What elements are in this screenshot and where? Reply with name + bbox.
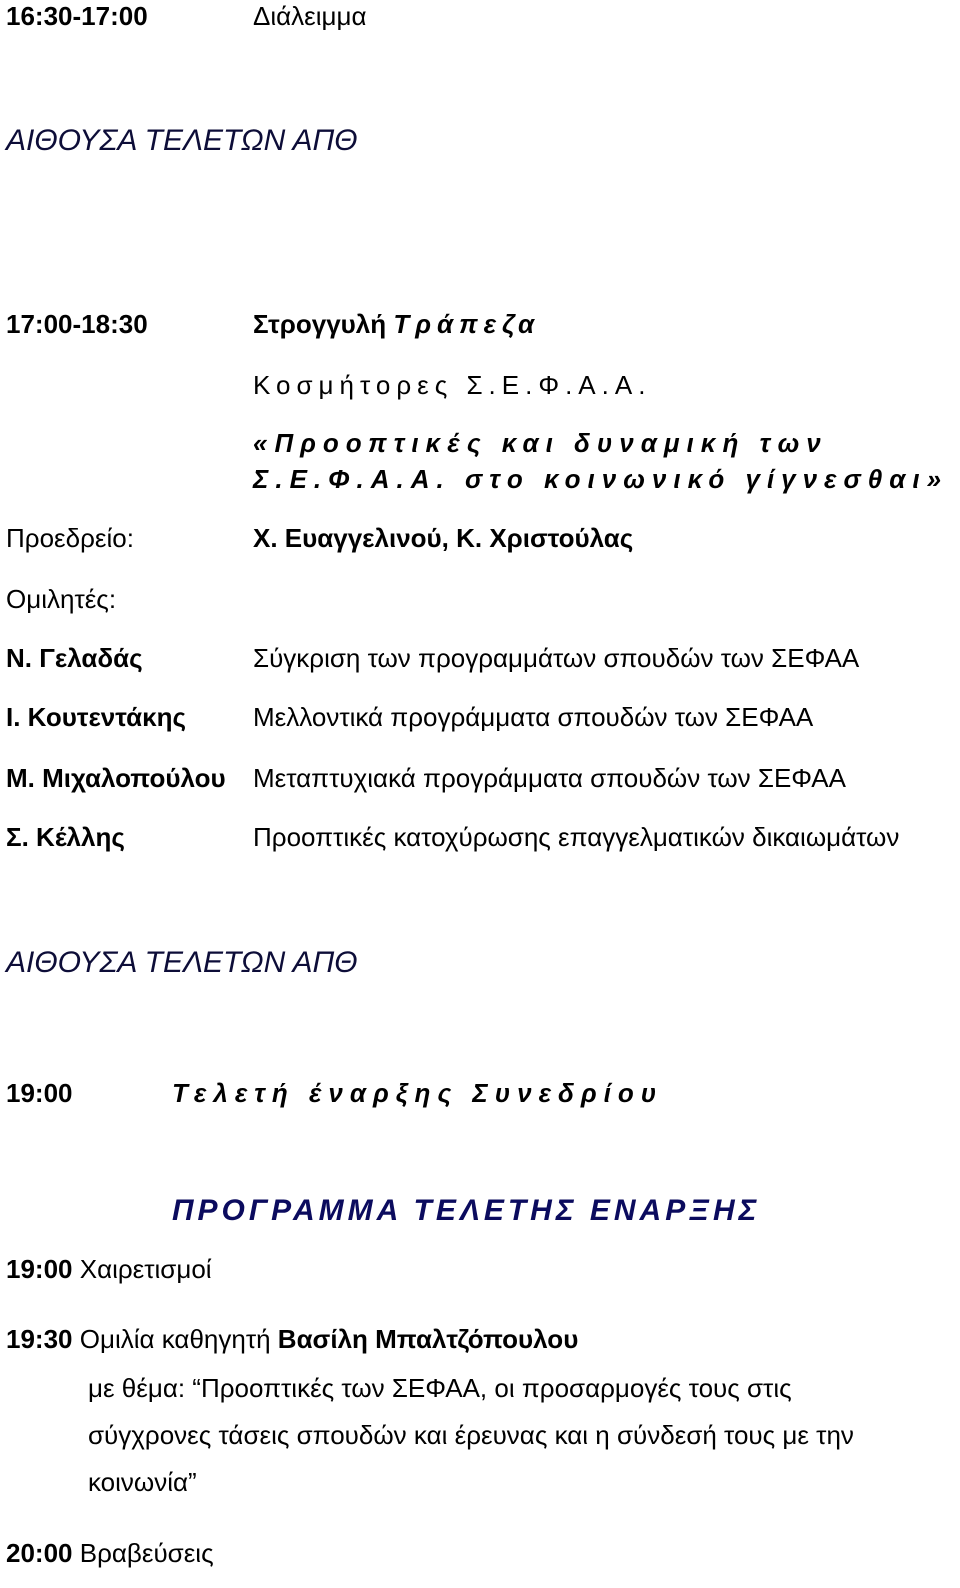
program-item xyxy=(6,1326,578,1352)
speaker-name: Ν. Γελαδάς xyxy=(6,643,143,673)
speaker-name: Σ. Κέλλης xyxy=(6,822,125,852)
lecture-topic-line1: με θέμα: “Προοπτικές των ΣΕΦΑΑ, οι προσαρμογές τους στις xyxy=(88,1373,792,1403)
chair-label: Προεδρείο: xyxy=(6,523,134,553)
speaker-name: Μ. Μιχαλοπούλου xyxy=(6,763,226,793)
program-item-label: Ομιλία καθηγητή xyxy=(79,1324,278,1354)
chair-names: Χ. Ευαγγελινού, Κ. Χριστούλας xyxy=(253,523,634,553)
program-heading: ΠΡΟΓΡΑΜΜΑ ΤΕΛΕΤΗΣ ΕΝΑΡΞΗΣ xyxy=(172,1194,761,1227)
round-table-title xyxy=(253,311,540,337)
speaker-name: Ι. Κουτεντάκης xyxy=(6,702,187,732)
round-table-title-plain: Στρογγυλή xyxy=(253,309,394,339)
round-table-theme-line2: Σ.Ε.Φ.Α.Α. στο κοινωνικό γίγνεσθαι» xyxy=(253,464,949,494)
opening-title: Τελετή έναρξης Συνεδρίου xyxy=(172,1078,664,1108)
opening-time: 19:00 xyxy=(6,1078,73,1108)
break-time: 16:30-17:00 xyxy=(6,1,148,31)
round-table-theme-line1: «Προοπτικές και δυναμική των xyxy=(253,428,828,458)
lecture-topic-line2: σύγχρονες τάσεις σπουδών και έρευνας και η σύνδεσή τους με την xyxy=(88,1420,854,1450)
program-item-speaker: Βασίλη Μπαλτζόπουλου xyxy=(277,1324,579,1354)
program-item-time: 20:00 xyxy=(6,1538,73,1568)
speaker-topic: Μελλοντικά προγράμματα σπουδών των ΣΕΦΑΑ xyxy=(253,702,814,732)
program-item xyxy=(6,1256,212,1282)
venue-heading: ΑΙΘΟΥΣΑ ΤΕΛΕΤΩΝ ΑΠΘ xyxy=(6,946,358,979)
lecture-topic-line3: κοινωνία” xyxy=(88,1467,197,1497)
speakers-label: Ομιλητές: xyxy=(6,584,117,614)
program-item-time: 19:30 xyxy=(6,1324,73,1354)
speaker-topic: Μεταπτυχιακά προγράμματα σπουδών των ΣΕΦΑΑ xyxy=(253,763,846,793)
break-label: Διάλειμμα xyxy=(253,1,367,31)
speaker-topic: Σύγκριση των προγραμμάτων σπουδών των ΣΕΦΑΑ xyxy=(253,643,860,673)
round-table-title-italic: Τράπεζα xyxy=(393,309,541,339)
program-item-time: 19:00 xyxy=(6,1254,73,1284)
speaker-topic: Προοπτικές κατοχύρωσης επαγγελματικών δικαιωμάτων xyxy=(253,822,900,852)
round-table-organizers: Κοσμήτορες Σ.Ε.Φ.Α.Α. xyxy=(253,370,652,400)
program-item xyxy=(6,1540,214,1566)
venue-heading: ΑΙΘΟΥΣΑ ΤΕΛΕΤΩΝ ΑΠΘ xyxy=(6,124,358,157)
program-item-label: Χαιρετισμοί xyxy=(79,1254,212,1284)
round-table-time: 17:00-18:30 xyxy=(6,309,148,339)
program-item-label: Βραβεύσεις xyxy=(79,1538,214,1568)
